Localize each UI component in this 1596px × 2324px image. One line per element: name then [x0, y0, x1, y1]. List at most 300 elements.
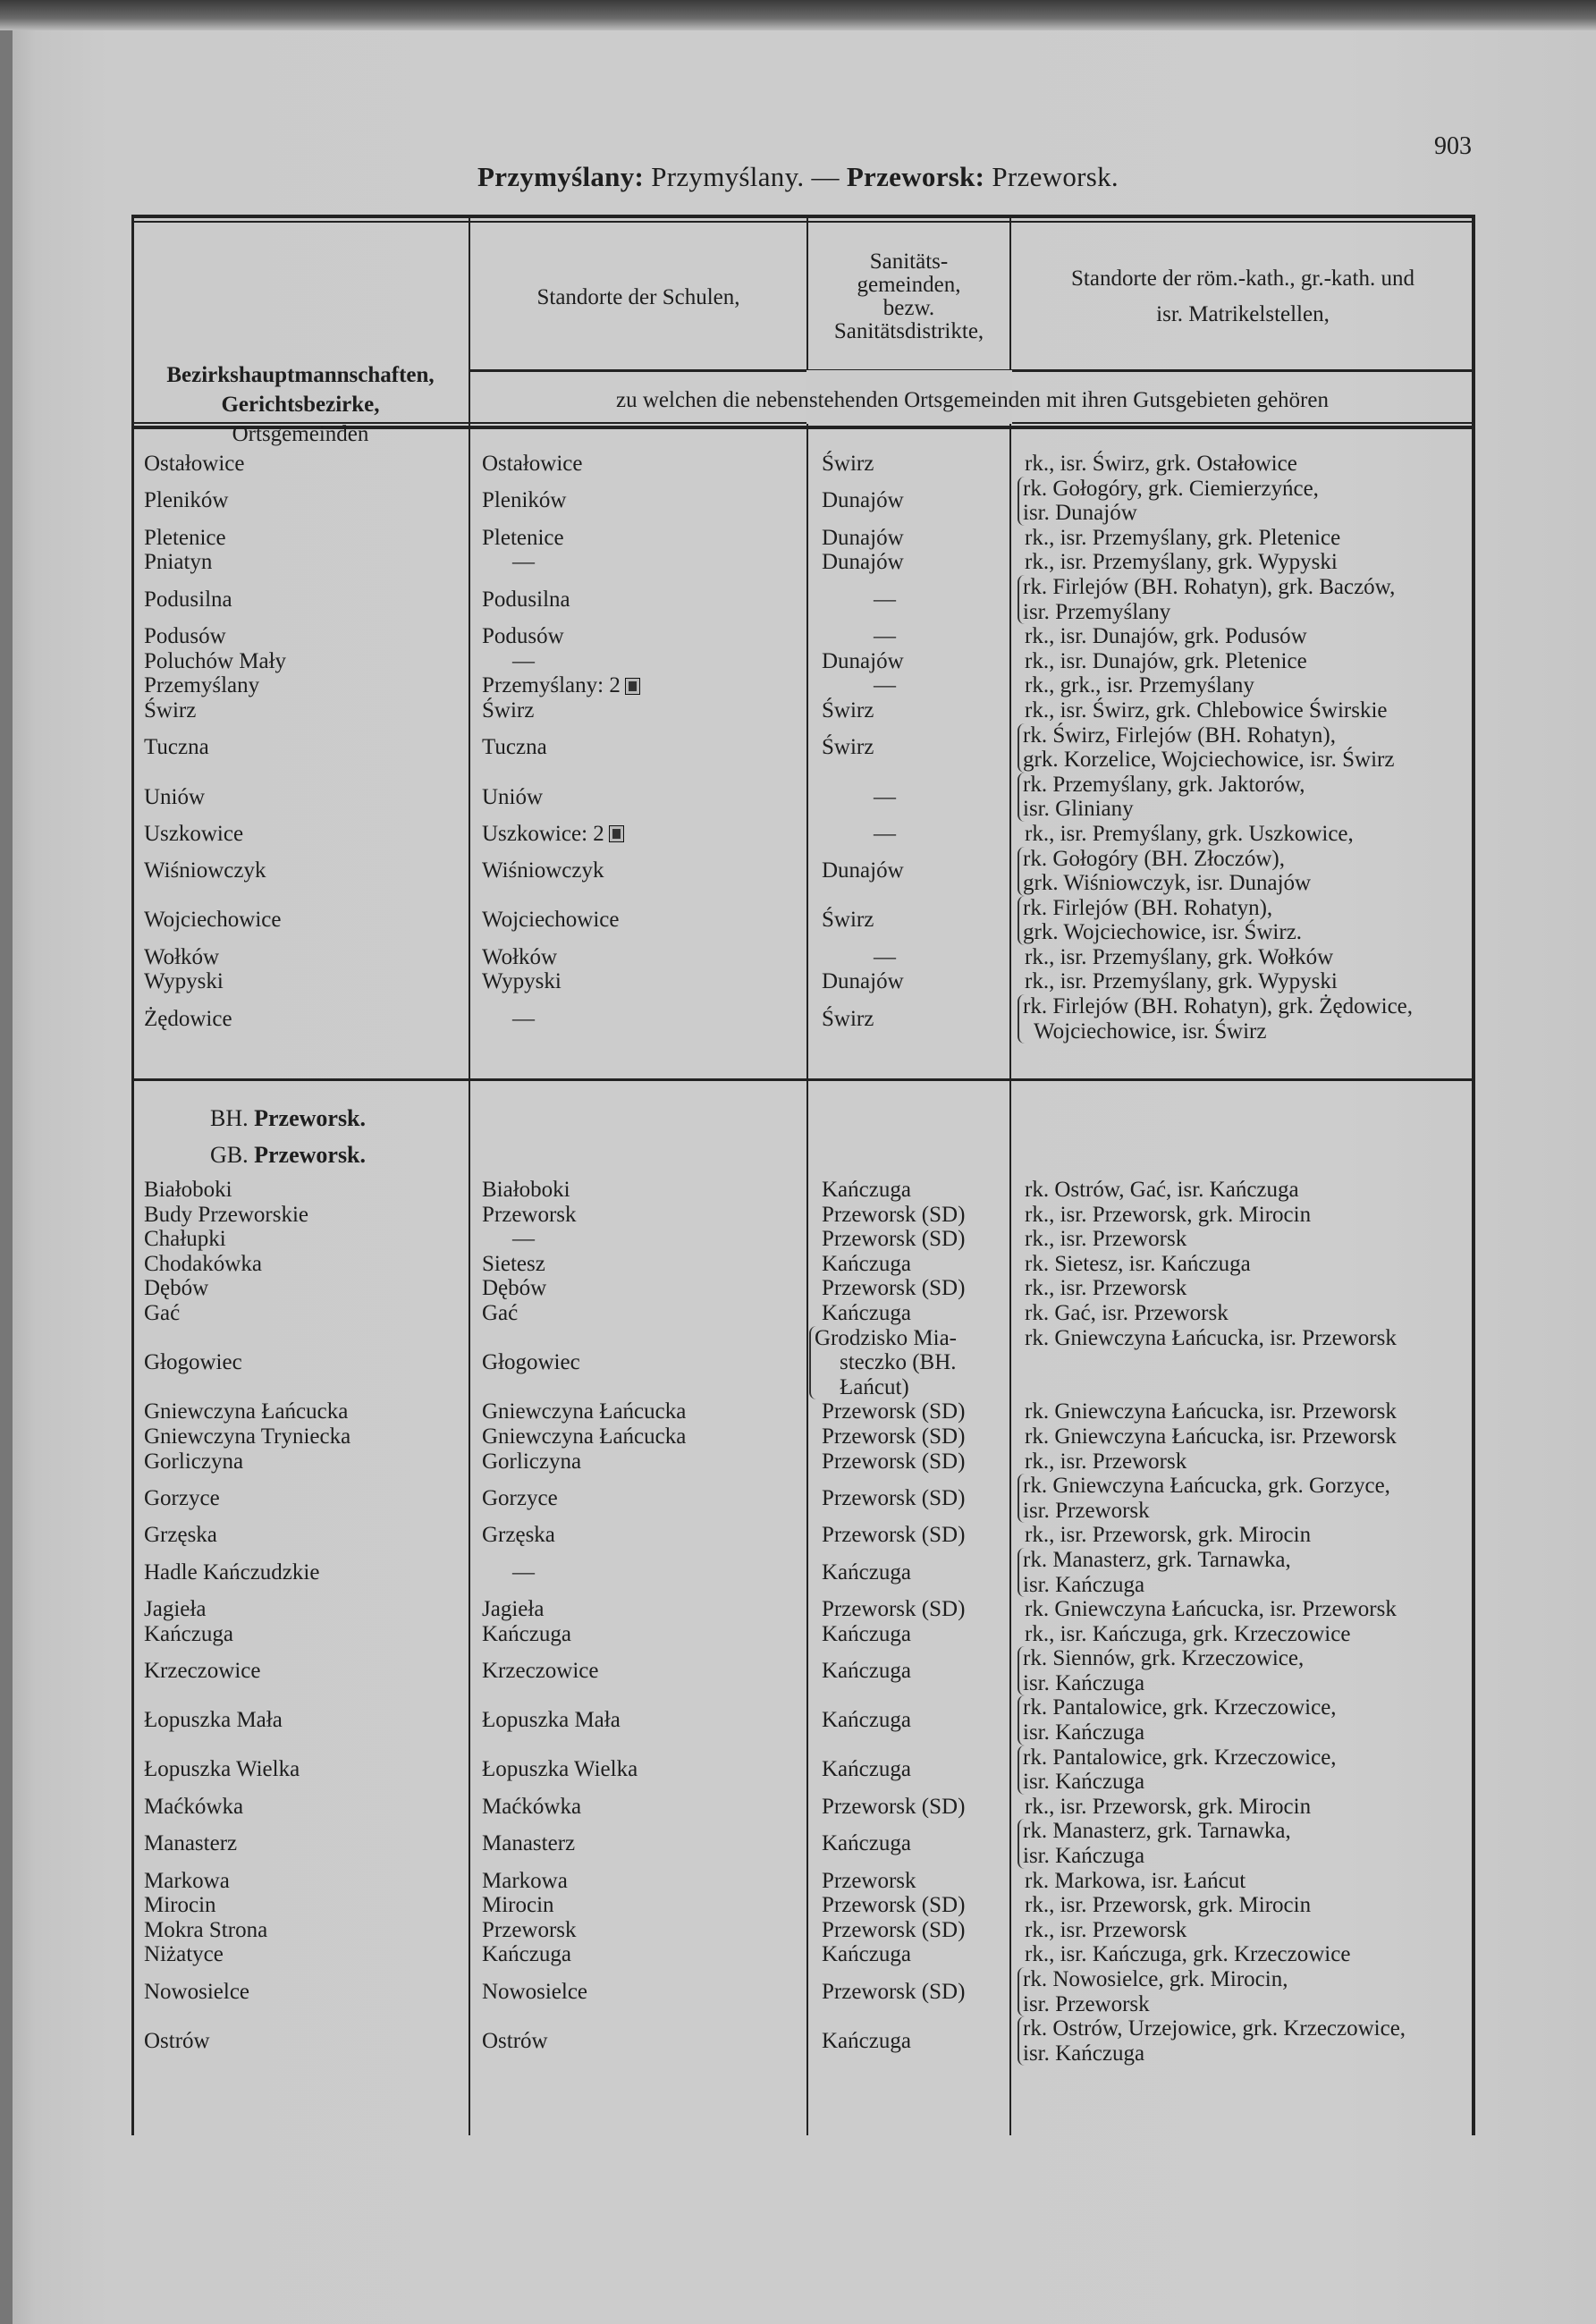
matrikel-line: rk., isr. Przemyślany, grk. Wypyski [1025, 550, 1338, 575]
cell-schule [469, 945, 807, 970]
matrikel-block [1025, 649, 1307, 674]
ortsgemeinde-name: Podusilna [144, 587, 232, 612]
sanitaet-line: Dunajów [822, 969, 904, 994]
cell-schule [469, 1646, 807, 1695]
table-row [131, 2016, 1475, 2066]
sanitaet-block [822, 908, 874, 933]
sanitaet-line: Dunajów [822, 550, 904, 575]
cell-sanitaet [807, 575, 1010, 624]
matrikel-line: rk. Gniewczyna Łańcucka, isr. Przeworsk [1025, 1597, 1397, 1622]
matrikel-line: isr. Kańczuga [1023, 2041, 1145, 2066]
matrikel-line: rk. Firlejów (BH. Rohatyn), [1023, 895, 1273, 920]
sanitaet-block [822, 1942, 911, 1967]
table-row [131, 649, 1475, 674]
cell-schule [469, 1795, 807, 1820]
table-row [131, 1819, 1475, 1868]
matrikel-line: Wojciechowice, isr. Świrz [1023, 1018, 1267, 1044]
ortsgemeinde-name: Łopuszka Mała [144, 1708, 283, 1733]
cell-schule [469, 550, 807, 575]
sanitaet-line: Przeworsk (SD) [822, 1202, 966, 1227]
matrikel-line: rk. Nowosielce, grk. Mirocin, [1023, 1967, 1288, 1991]
ortsgemeinde-name: Pniatyn [144, 550, 213, 575]
scan-left-edge [0, 30, 13, 2324]
schule-name: Mirocin [482, 1893, 554, 1918]
sanitaet-line: Łańcut) [840, 1374, 909, 1399]
ortsgemeinde-name: Budy Przeworskie [144, 1202, 308, 1227]
matrikel-line: rk. Przemyślany, grk. Jaktorów, [1023, 772, 1305, 797]
sanitaet-line: Świrz [822, 1006, 874, 1031]
cell-sanitaet [807, 723, 1010, 773]
cell-matrikel [1010, 994, 1475, 1044]
table-row [131, 1449, 1475, 1475]
cell-schule [469, 477, 807, 526]
matrikel-block [1025, 1227, 1186, 1252]
table-row [131, 1252, 1475, 1277]
sanitaet-line: Przeworsk (SD) [822, 1485, 966, 1510]
matrikel-block [1025, 1918, 1186, 1943]
schule-name: Uszkowice: 2 [482, 821, 604, 846]
sanitaet-line: Przeworsk (SD) [822, 1449, 966, 1474]
cell-sanitaet [807, 1449, 1010, 1475]
schule-name: Maćkówka [482, 1794, 582, 1819]
cell-matrikel [1010, 1276, 1475, 1301]
cell-ortsgemeinde [131, 1474, 469, 1523]
cell-ortsgemeinde [131, 1646, 469, 1695]
cell-sanitaet [807, 896, 1010, 945]
matrikel-line: rk. Firlejów (BH. Rohatyn), grk. Baczów, [1023, 574, 1396, 599]
schule-name: Głogowiec [482, 1350, 580, 1375]
ortsgemeinde-name: Wołków [144, 944, 220, 969]
cell-matrikel [1010, 1301, 1475, 1326]
ortsgemeinde-name: Gorliczyna [144, 1449, 244, 1474]
schule-name: Pletenice [482, 525, 564, 550]
matrikel-line: rk., isr. Przeworsk, grk. Mirocin [1025, 1523, 1312, 1548]
ortsgemeinde-name: Ostałowice [144, 452, 245, 476]
matrikel-line: rk. Ostrów, Gać, isr. Kańczuga [1025, 1178, 1299, 1202]
cell-ortsgemeinde [131, 773, 469, 822]
header-col3-line: gemeinden, [857, 273, 961, 297]
gb-prefix: GB. [210, 1142, 249, 1168]
schule-name: Przeworsk [482, 1917, 577, 1942]
matrikel-line: rk. Gniewczyna Łańcucka, isr. Przeworsk [1025, 1424, 1397, 1449]
ortsgemeinde-name: Tuczna [144, 735, 209, 760]
table-row [131, 698, 1475, 723]
sanitaet-block [822, 1893, 965, 1918]
sanitaet-line: Kańczuga [822, 1300, 911, 1325]
ortsgemeinde-name: Krzeczowice [144, 1659, 261, 1684]
sanitaet-line: steczko (BH. [840, 1350, 957, 1375]
cell-matrikel [1010, 477, 1475, 526]
cell-schule [469, 1252, 807, 1277]
matrikel-line: isr. Dunajów [1023, 501, 1137, 526]
bh-heading [131, 1100, 1475, 1137]
matrikel-line: rk. Siennów, grk. Krzeczowice, [1023, 1646, 1305, 1671]
page-title [0, 161, 1596, 193]
cell-matrikel [1010, 526, 1475, 551]
cell-schule [469, 1695, 807, 1745]
cell-matrikel [1010, 1819, 1475, 1868]
sanitaet-line: Przeworsk (SD) [822, 1424, 966, 1449]
ortsgemeinde-name: Pletenice [144, 525, 226, 550]
cell-sanitaet [807, 1252, 1010, 1277]
cell-ortsgemeinde [131, 624, 469, 649]
sanitaet-line: Przeworsk (SD) [822, 1794, 966, 1819]
matrikel-line: rk. Gać, isr. Przeworsk [1025, 1300, 1229, 1325]
matrikel-line: rk. Pantalowice, grk. Krzeczowice, [1023, 1695, 1337, 1720]
matrikel-block [1025, 673, 1254, 698]
cell-schule [469, 526, 807, 551]
table-row [131, 624, 1475, 649]
bh-prefix: BH. [210, 1105, 249, 1131]
schule-name: Wypyski [482, 969, 562, 994]
cell-schule [469, 1869, 807, 1894]
cell-matrikel [1010, 1622, 1475, 1647]
cell-ortsgemeinde [131, 969, 469, 994]
cell-schule [469, 1449, 807, 1475]
cell-sanitaet [807, 994, 1010, 1044]
cell-schule [469, 1918, 807, 1943]
matrikel-block [1018, 847, 1311, 896]
matrikel-line: rk., isr. Kańczuga, grk. Krzeczowice [1025, 1621, 1351, 1646]
schule-name: Łopuszka Mała [482, 1708, 621, 1733]
matrikel-block [1018, 575, 1395, 624]
ortsgemeinde-name: Dębów [144, 1276, 209, 1301]
matrikel-line: rk., isr. Kańczuga, grk. Krzeczowice [1025, 1942, 1351, 1967]
table-row [131, 1326, 1475, 1400]
table-row [131, 1597, 1475, 1622]
table-row [131, 1203, 1475, 1228]
matrikel-block [1018, 896, 1302, 945]
ortsgemeinde-name: Chałupki [144, 1227, 226, 1252]
cell-matrikel [1010, 1252, 1475, 1277]
cell-matrikel [1010, 1227, 1475, 1252]
sanitaet-line: Kańczuga [822, 1621, 911, 1646]
schule-name: Gniewczyna Łańcucka [482, 1399, 687, 1424]
table-row [131, 723, 1475, 773]
cell-ortsgemeinde [131, 1449, 469, 1475]
cell-schule [469, 698, 807, 723]
cell-ortsgemeinde [131, 896, 469, 945]
cell-matrikel [1010, 945, 1475, 970]
schule-name: — [512, 648, 535, 673]
table-row [131, 1795, 1475, 1820]
cell-matrikel [1010, 550, 1475, 575]
cell-schule [469, 969, 807, 994]
matrikel-block [1025, 1597, 1397, 1622]
gb-heading [131, 1137, 1475, 1173]
section-divider-rule [131, 1078, 1475, 1081]
sanitaet-line: Kańczuga [822, 1757, 911, 1782]
cell-matrikel [1010, 649, 1475, 674]
title-court-2: Przeworsk. [984, 161, 1119, 192]
cell-ortsgemeinde [131, 945, 469, 970]
ortsgemeinde-name: Łopuszka Wielka [144, 1757, 300, 1782]
cell-ortsgemeinde [131, 1301, 469, 1326]
sanitaet-line: Przeworsk (SD) [822, 1276, 966, 1301]
cell-sanitaet [807, 1178, 1010, 1203]
sanitaet-block [822, 1203, 965, 1228]
matrikel-block [1018, 723, 1394, 773]
cell-schule [469, 1967, 807, 2016]
matrikel-block [1025, 1301, 1229, 1326]
cell-sanitaet [807, 1819, 1010, 1868]
sanitaet-block [822, 1523, 965, 1548]
ortsgemeinde-name: Maćkówka [144, 1794, 244, 1819]
cell-schule [469, 1227, 807, 1252]
matrikel-block [1018, 1695, 1337, 1745]
cell-ortsgemeinde [131, 1795, 469, 1820]
sanitaet-block [822, 1486, 965, 1511]
cell-schule [469, 1178, 807, 1203]
cell-matrikel [1010, 773, 1475, 822]
schule-name: Świrz [482, 697, 535, 723]
ortsgemeinde-name: Uszkowice [144, 821, 244, 846]
schule-name: Kańczuga [482, 1621, 571, 1646]
gb-name: Przeworsk. [254, 1142, 367, 1168]
cell-sanitaet [807, 526, 1010, 551]
schule-name: Grzęska [482, 1523, 555, 1548]
matrikel-line: rk., isr. Przeworsk, grk. Mirocin [1025, 1893, 1312, 1918]
table-row [131, 994, 1475, 1044]
matrikel-block [1018, 1548, 1291, 1597]
cell-schule [469, 673, 807, 698]
cell-sanitaet [807, 1795, 1010, 1820]
cell-schule [469, 1597, 807, 1622]
cell-sanitaet [807, 1276, 1010, 1301]
cell-ortsgemeinde [131, 1819, 469, 1868]
school-count-icon [625, 678, 640, 695]
table-row [131, 1942, 1475, 1967]
schule-name: — [512, 1006, 535, 1031]
cell-schule [469, 1399, 807, 1424]
sanitaet-block [822, 858, 904, 883]
cell-ortsgemeinde [131, 673, 469, 698]
matrikel-block [1018, 1474, 1390, 1523]
cell-sanitaet [807, 1474, 1010, 1523]
sanitaet-line: Świrz [822, 452, 874, 476]
sanitaet-block [822, 1178, 911, 1203]
sanitaet-line: Dunajów [822, 525, 904, 550]
table-row [131, 452, 1475, 477]
table-row [131, 1869, 1475, 1894]
cell-schule [469, 1622, 807, 1647]
cell-sanitaet [807, 1745, 1010, 1795]
ortsgemeinde-name: Świrz [144, 697, 197, 723]
sanitaet-block [822, 1252, 911, 1277]
header-col4-line: isr. Matrikelstellen, [1156, 302, 1330, 326]
cell-sanitaet [807, 1301, 1010, 1326]
matrikel-block [1025, 1622, 1350, 1647]
matrikel-line: rk., isr. Przemyślany, grk. Wypyski [1025, 969, 1338, 994]
cell-matrikel [1010, 822, 1475, 847]
matrikel-block [1025, 1942, 1350, 1967]
cell-schule [469, 1203, 807, 1228]
matrikel-block [1018, 773, 1305, 822]
cell-schule [469, 1523, 807, 1548]
cell-schule [469, 723, 807, 773]
ortsgemeinde-name: Przemyślany [144, 673, 260, 698]
matrikel-line: isr. Kańczuga [1023, 1770, 1145, 1795]
cell-matrikel [1010, 1745, 1475, 1795]
page-number: 903 [1434, 132, 1472, 160]
cell-ortsgemeinde [131, 847, 469, 896]
cell-sanitaet [807, 1399, 1010, 1424]
ortsgemeinde-name: Wypyski [144, 969, 224, 994]
header-col-sanitaet [807, 225, 1010, 368]
cell-schule [469, 822, 807, 847]
cell-matrikel [1010, 1695, 1475, 1745]
cell-sanitaet [807, 1203, 1010, 1228]
sanitaet-line: Grodzisko Mia- [815, 1325, 957, 1350]
gazetteer-table [131, 215, 1475, 2135]
cell-ortsgemeinde [131, 1178, 469, 1203]
cell-matrikel [1010, 847, 1475, 896]
cell-ortsgemeinde [131, 723, 469, 773]
cell-matrikel [1010, 1869, 1475, 1894]
sanitaet-line: Przeworsk (SD) [822, 1523, 966, 1548]
cell-sanitaet [807, 1622, 1010, 1647]
sanitaet-line: Przeworsk (SD) [822, 1597, 966, 1622]
title-district-2: Przeworsk: [846, 161, 985, 192]
matrikel-line: rk. Ostrów, Urzejowice, grk. Krzeczowice, [1023, 2016, 1406, 2041]
ortsgemeinde-name: Gać [144, 1300, 181, 1325]
sanitaet-block [822, 624, 896, 649]
matrikel-block [1018, 1646, 1304, 1695]
cell-sanitaet [807, 969, 1010, 994]
matrikel-line: rk., isr. Przeworsk, grk. Mirocin [1025, 1794, 1312, 1819]
schule-name: Wiśniowczyk [482, 858, 604, 883]
ortsgemeinde-name: Pleników [144, 488, 229, 513]
sanitaet-block [822, 1276, 965, 1301]
cell-schule [469, 1942, 807, 1967]
cell-matrikel [1010, 1474, 1475, 1523]
schule-name: Gorliczyna [482, 1449, 582, 1474]
sanitaet-block [822, 1399, 965, 1424]
table-row [131, 1474, 1475, 1523]
cell-sanitaet [807, 847, 1010, 896]
matrikel-block [1025, 1795, 1311, 1820]
matrikel-block [1018, 1967, 1288, 2016]
matrikel-line: rk. Gołogóry, grk. Ciemierzyńce, [1023, 476, 1319, 501]
table-row [131, 477, 1475, 526]
table-row [131, 822, 1475, 847]
table-row [131, 673, 1475, 698]
matrikel-block [1025, 945, 1333, 970]
schule-name: Ostrów [482, 2028, 548, 2053]
title-district-1: Przymyślany: [477, 161, 645, 192]
sanitaet-line: Przeworsk (SD) [822, 1917, 966, 1942]
schule-name: Podusów [482, 624, 564, 649]
ortsgemeinde-name: Żędowice [144, 1006, 232, 1031]
matrikel-line: rk. Sietesz, isr. Kańczuga [1025, 1251, 1251, 1276]
cell-sanitaet [807, 1893, 1010, 1918]
sanitaet-line: Kańczuga [822, 1251, 911, 1276]
matrikel-line: rk. Świrz, Firlejów (BH. Rohatyn), [1023, 723, 1336, 748]
schule-name: Markowa [482, 1868, 568, 1893]
matrikel-block [1025, 1893, 1311, 1918]
sanitaet-block [822, 1757, 911, 1782]
ortsgemeinde-name: Podusów [144, 624, 226, 649]
sanitaet-line: Świrz [822, 735, 874, 760]
cell-ortsgemeinde [131, 477, 469, 526]
table-row [131, 1646, 1475, 1695]
schule-name: Krzeczowice [482, 1659, 599, 1684]
cell-matrikel [1010, 1646, 1475, 1695]
sanitaet-line: Dunajów [822, 648, 904, 673]
cell-sanitaet [807, 945, 1010, 970]
cell-matrikel [1010, 1399, 1475, 1424]
cell-sanitaet [807, 773, 1010, 822]
sanitaet-line: Przeworsk (SD) [822, 1893, 966, 1918]
cell-matrikel [1010, 1548, 1475, 1597]
table-row [131, 1695, 1475, 1745]
ortsgemeinde-name: Białoboki [144, 1178, 232, 1202]
cell-ortsgemeinde [131, 452, 469, 477]
cell-schule [469, 1276, 807, 1301]
cell-ortsgemeinde [131, 1869, 469, 1894]
matrikel-block [1025, 1449, 1186, 1475]
cell-matrikel [1010, 1795, 1475, 1820]
table-row [131, 847, 1475, 896]
cell-ortsgemeinde [131, 2016, 469, 2066]
table-top-rule [131, 215, 1475, 218]
schule-name: Wołków [482, 944, 558, 969]
ortsgemeinde-name: Manasterz [144, 1831, 238, 1856]
sanitaet-line: Kańczuga [822, 1831, 911, 1856]
table-row [131, 550, 1475, 575]
cell-matrikel [1010, 1424, 1475, 1449]
cell-sanitaet [807, 1227, 1010, 1252]
cell-schule [469, 2016, 807, 2066]
matrikel-line: rk. Manasterz, grk. Tarnawka, [1023, 1547, 1291, 1572]
cell-ortsgemeinde [131, 1622, 469, 1647]
cell-schule [469, 1548, 807, 1597]
cell-sanitaet [807, 452, 1010, 477]
matrikel-block [1025, 452, 1297, 477]
schule-name: Gać [482, 1300, 519, 1325]
cell-schule [469, 452, 807, 477]
matrikel-line: rk. Markowa, isr. Łańcut [1025, 1868, 1246, 1893]
header-col2-text: Standorte der Schulen, [536, 284, 740, 309]
matrikel-line: rk. Manasterz, grk. Tarnawka, [1023, 1819, 1291, 1844]
section-przeworsk-heading [131, 1100, 1475, 1173]
matrikel-block [1018, 994, 1413, 1044]
table-row [131, 1918, 1475, 1943]
cell-ortsgemeinde [131, 698, 469, 723]
header-col-schulen [469, 225, 807, 368]
ortsgemeinde-name: Markowa [144, 1868, 230, 1893]
sanitaet-block [822, 1869, 916, 1894]
table-row [131, 1276, 1475, 1301]
sanitaet-block [822, 969, 904, 994]
table-row [131, 896, 1475, 945]
sanitaet-block [822, 1227, 965, 1252]
matrikel-line: isr. Przemyślany [1023, 599, 1171, 624]
matrikel-line: grk. Wojciechowice, isr. Świrz. [1023, 920, 1303, 945]
cell-matrikel [1010, 723, 1475, 773]
cell-matrikel [1010, 1523, 1475, 1548]
cell-matrikel [1010, 698, 1475, 723]
schule-name: Białoboki [482, 1178, 570, 1202]
sanitaet-block [822, 550, 904, 575]
header-col3-line: Sanitätsdistrikte, [833, 319, 984, 343]
matrikel-line: rk., isr. Świrz, grk. Chlebowice Świrskie [1025, 697, 1388, 723]
cell-ortsgemeinde [131, 1523, 469, 1548]
matrikel-block [1025, 1252, 1251, 1277]
schule-name: — [512, 1227, 535, 1252]
school-count-icon [609, 825, 624, 842]
matrikel-line: rk. Pantalowice, grk. Krzeczowice, [1023, 1745, 1337, 1770]
